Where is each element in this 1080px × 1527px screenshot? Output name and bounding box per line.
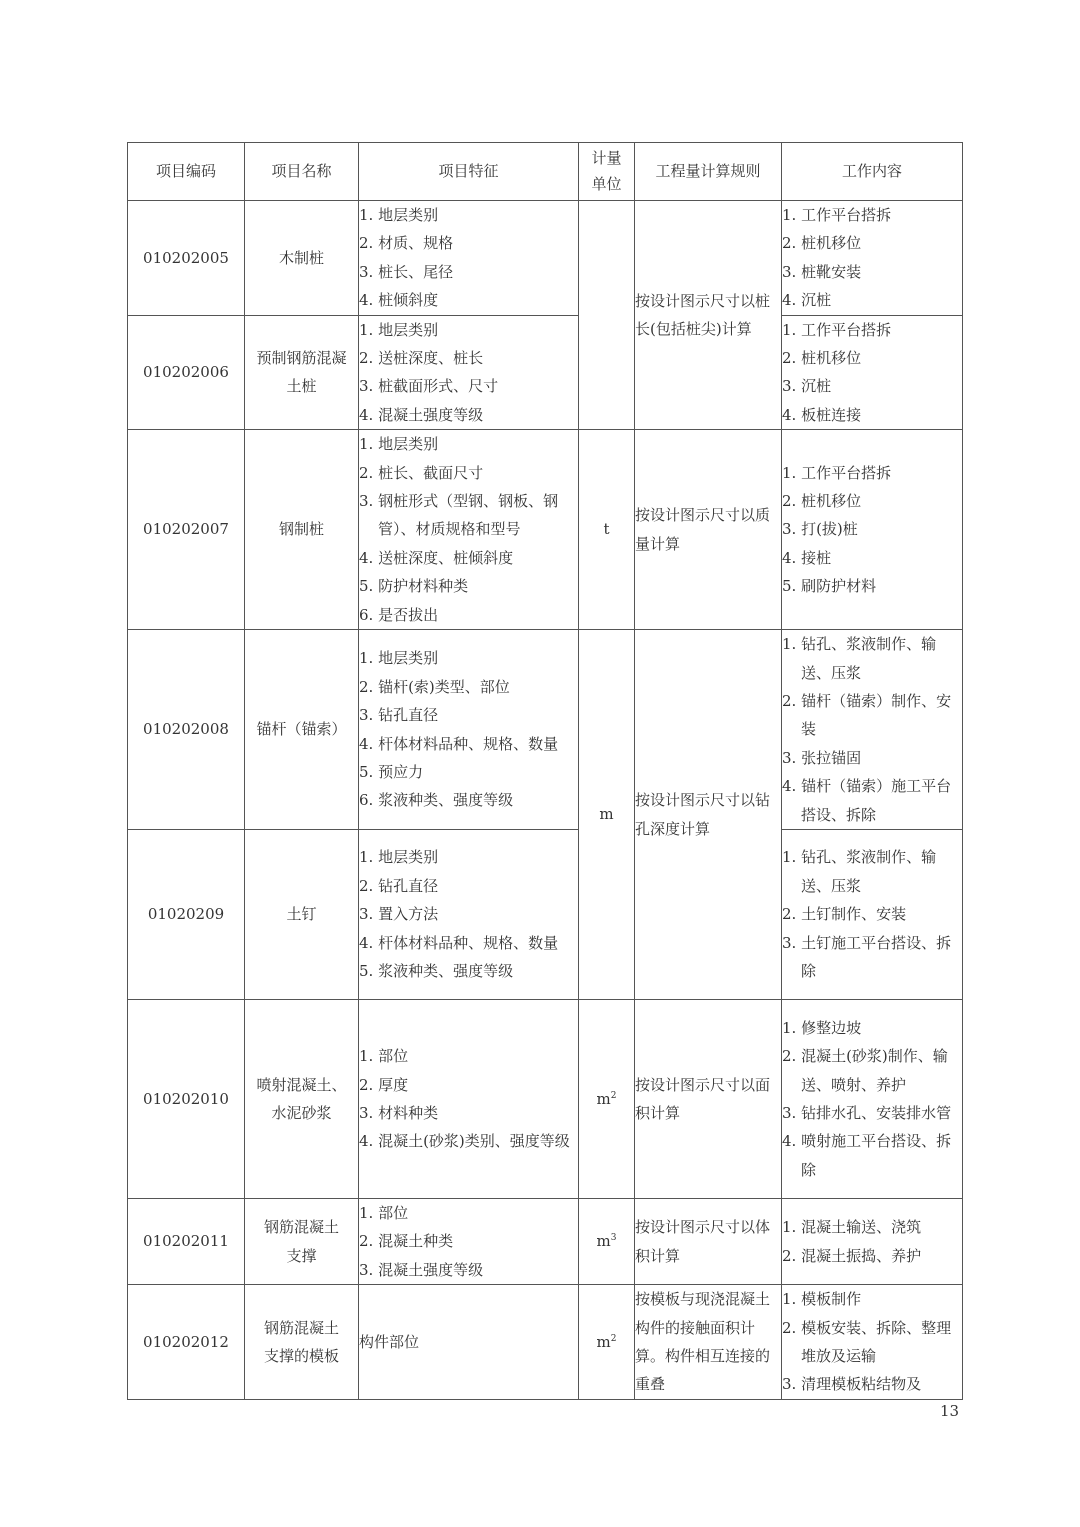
work-line: 3. 桩靴安装 [782, 262, 862, 281]
feature-line: 4. 杆体材料品种、规格、数量 [359, 933, 559, 952]
work-line: 1. 钻孔、浆液制作、输送、压浆 [782, 848, 937, 895]
table-row [128, 1285, 963, 1400]
header-unit-line2: 单位 [591, 174, 622, 193]
feature-line: 3. 混凝土强度等级 [359, 1260, 484, 1279]
item-name: 预制钢筋混凝土桩 [245, 315, 359, 430]
item-code: 01020209 [128, 829, 245, 999]
feature-line: 2. 厚度 [359, 1075, 409, 1094]
item-work [782, 1198, 963, 1284]
work-line: 3. 土钉施工平台搭设、拆除 [782, 933, 952, 981]
feature-line: 构件部位 [359, 1332, 420, 1351]
feature-line: 2. 锚杆(索)类型、部位 [359, 677, 510, 696]
work-line: 2. 混凝土(砂浆)制作、输送、喷射、养护 [782, 1047, 948, 1094]
feature-line: 4. 混凝土(砂浆)类别、强度等级 [359, 1132, 570, 1151]
work-line: 3. 打(拔)桩 [782, 520, 858, 539]
header-unit [579, 143, 635, 201]
specification-table [127, 142, 963, 1400]
feature-line: 3. 材料种类 [359, 1103, 439, 1122]
feature-line: 5. 防护材料种类 [359, 577, 469, 596]
feature-line: 4. 混凝土强度等级 [359, 405, 484, 424]
feature-line: 4. 送桩深度、桩倾斜度 [359, 548, 514, 567]
item-name: 锚杆（锚索） [245, 630, 359, 830]
feature-line: 3. 钻孔直径 [359, 706, 439, 725]
work-line: 4. 喷射施工平台搭设、拆除 [782, 1132, 952, 1179]
feature-line: 3. 桩截面形式、尺寸 [359, 377, 499, 396]
header-rule: 工程量计算规则 [635, 143, 782, 201]
table-header-row [128, 143, 963, 201]
item-code: 010202007 [128, 430, 245, 630]
work-line: 1. 模板制作 [782, 1290, 862, 1309]
header-name: 项目名称 [245, 143, 359, 201]
work-line: 1. 修整边坡 [782, 1018, 862, 1037]
table-row [128, 630, 963, 830]
feature-line: 6. 浆液种类、强度等级 [359, 791, 514, 810]
work-line: 5. 刷防护材料 [782, 577, 877, 596]
work-line: 3. 清理模板粘结物及 [782, 1375, 922, 1394]
feature-line: 5. 预应力 [359, 762, 424, 781]
unit-exponent: 3 [610, 1233, 617, 1244]
work-line: 2. 混凝土振捣、养护 [782, 1246, 922, 1265]
table-row [128, 201, 963, 316]
work-line: 4. 接桩 [782, 548, 832, 567]
item-features [359, 1285, 579, 1400]
unit-base: m [596, 1232, 611, 1251]
item-unit-pile [579, 201, 635, 430]
item-features [359, 1198, 579, 1284]
header-unit-line1: 计量 [591, 148, 622, 167]
feature-line: 2. 送桩深度、桩长 [359, 349, 484, 368]
item-unit-anchor: m [579, 630, 635, 1000]
item-features [359, 630, 579, 830]
item-code: 010202006 [128, 315, 245, 430]
item-name: 钢筋混凝土支撑 [245, 1198, 359, 1284]
feature-line: 5. 浆液种类、强度等级 [359, 962, 514, 981]
feature-line: 1. 地层类别 [359, 435, 439, 454]
work-line: 1. 混凝土输送、浇筑 [782, 1218, 922, 1237]
work-line: 2. 桩机移位 [782, 492, 862, 511]
work-line: 2. 锚杆（锚索）制作、安装 [782, 691, 952, 739]
item-work [782, 630, 963, 830]
item-unit [579, 1285, 635, 1400]
header-work: 工作内容 [782, 143, 963, 201]
unit-exponent: 2 [610, 1333, 617, 1344]
work-line: 3. 张拉锚固 [782, 748, 862, 767]
header-feature: 项目特征 [359, 143, 579, 201]
item-work [782, 999, 963, 1198]
work-line: 1. 钻孔、浆液制作、输送、压浆 [782, 635, 937, 682]
feature-line: 1. 地层类别 [359, 848, 439, 867]
work-line: 1. 工作平台搭拆 [782, 463, 892, 482]
item-work [782, 315, 963, 430]
item-code: 010202010 [128, 999, 245, 1198]
unit-base: m [596, 1332, 611, 1351]
item-features [359, 430, 579, 630]
item-rule: 按模板与现浇混凝土构件的接触面积计算。构件相互连接的重叠 [635, 1285, 782, 1400]
feature-line: 2. 材质、规格 [359, 234, 454, 253]
item-name: 喷射混凝土、水泥砂浆 [245, 999, 359, 1198]
item-name: 钢筋混凝土支撑的模板 [245, 1285, 359, 1400]
item-rule: 按设计图示尺寸以体积计算 [635, 1198, 782, 1284]
item-name: 钢制桩 [245, 430, 359, 630]
work-line: 2. 土钉制作、安装 [782, 905, 907, 924]
table-row [128, 829, 963, 999]
item-features [359, 201, 579, 316]
work-line: 4. 锚杆（锚索）施工平台搭设、拆除 [782, 777, 952, 824]
item-features [359, 315, 579, 430]
item-work [782, 829, 963, 999]
item-unit: t [579, 430, 635, 630]
work-line: 1. 工作平台搭拆 [782, 206, 892, 224]
item-code: 010202011 [128, 1198, 245, 1284]
unit-base: m [596, 1089, 611, 1108]
item-code: 010202008 [128, 630, 245, 830]
work-line: 2. 桩机移位 [782, 349, 862, 368]
unit-exponent: 2 [610, 1090, 617, 1101]
item-rule-pile: 按设计图示尺寸以桩长(包括桩尖)计算 [635, 201, 782, 430]
item-rule: 按设计图示尺寸以质量计算 [635, 430, 782, 630]
work-line: 1. 工作平台搭拆 [782, 320, 892, 339]
feature-line: 2. 桩长、截面尺寸 [359, 463, 484, 482]
feature-line: 1. 地层类别 [359, 649, 439, 668]
item-name: 土钉 [245, 829, 359, 999]
work-line: 4. 沉桩 [782, 291, 832, 310]
feature-line: 4. 桩倾斜度 [359, 291, 439, 310]
feature-line: 1. 部位 [359, 1047, 409, 1066]
item-work [782, 430, 963, 630]
item-unit [579, 999, 635, 1198]
feature-line: 1. 部位 [359, 1203, 409, 1222]
item-name: 木制桩 [245, 201, 359, 316]
feature-line: 2. 混凝土种类 [359, 1232, 454, 1251]
feature-line: 3. 置入方法 [359, 905, 439, 924]
item-work [782, 201, 963, 316]
feature-line: 2. 钻孔直径 [359, 876, 439, 895]
work-line: 3. 沉桩 [782, 377, 832, 396]
feature-line: 1. 地层类别 [359, 206, 439, 224]
feature-line: 4. 杆体材料品种、规格、数量 [359, 734, 559, 753]
feature-line: 6. 是否拔出 [359, 605, 439, 624]
table-row [128, 430, 963, 630]
page-number: 13 [940, 1402, 960, 1420]
table-row [128, 1198, 963, 1284]
item-features [359, 829, 579, 999]
work-line: 2. 模板安装、拆除、整理堆放及运输 [782, 1318, 952, 1365]
feature-line: 3. 钢桩形式（型钢、钢板、钢管）、材质规格和型号 [359, 492, 559, 539]
item-rule: 按设计图示尺寸以面积计算 [635, 999, 782, 1198]
item-code: 010202012 [128, 1285, 245, 1400]
item-code: 010202005 [128, 201, 245, 316]
feature-line: 1. 地层类别 [359, 320, 439, 339]
work-line: 4. 板桩连接 [782, 405, 862, 424]
work-line: 2. 桩机移位 [782, 234, 862, 253]
table-row [128, 315, 963, 430]
table-row [128, 999, 963, 1198]
feature-line: 3. 桩长、尾径 [359, 262, 454, 281]
item-rule-anchor: 按设计图示尺寸以钻孔深度计算 [635, 630, 782, 1000]
header-code: 项目编码 [128, 143, 245, 201]
item-work [782, 1285, 963, 1400]
item-features [359, 999, 579, 1198]
item-unit [579, 1198, 635, 1284]
work-line: 3. 钻排水孔、安装排水管 [782, 1103, 952, 1122]
